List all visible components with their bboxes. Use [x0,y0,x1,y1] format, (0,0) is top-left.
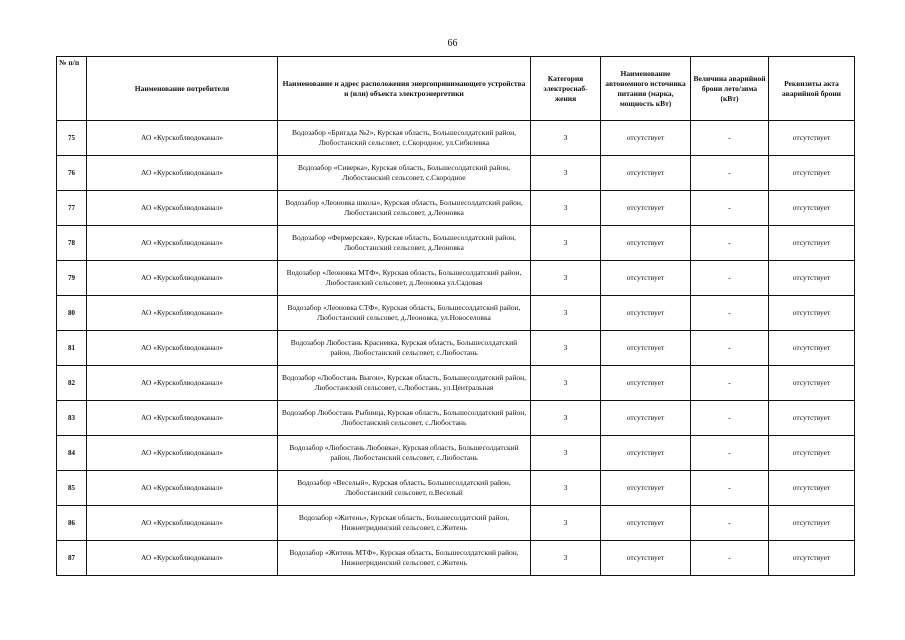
cell-act-details: отсутствует [769,296,855,331]
cell-act-details: отсутствует [769,506,855,541]
table-row [57,541,855,576]
cell-act-details: отсутствует [769,261,855,296]
table-body [57,121,855,576]
cell-consumer: АО «Курскоблводоканал» [87,331,278,366]
cell-address: Водозабор «Любостань Любовка», Курская область, Большесолдатский район, Любостанский сельсовет, с.Любостань [278,436,531,471]
cell-emergency-reserve: - [691,541,769,576]
cell-power-source: отсутствует [601,226,691,261]
cell-power-source: отсутствует [601,296,691,331]
cell-emergency-reserve: - [691,331,769,366]
cell-address: Водозабор «Житень МТФ», Курская область, Большесолдатский район, Нижнегридинский сельсовет, с.Житень [278,541,531,576]
cell-number: 87 [57,541,87,576]
cell-power-source: отсутствует [601,156,691,191]
table-row [57,261,855,296]
table-row [57,226,855,261]
cell-address: Водозабор «Веселый», Курская область, Большесолдатский район, Любостанский сельсовет, п.Веселый [278,471,531,506]
cell-act-details: отсутствует [769,191,855,226]
cell-category: 3 [531,471,601,506]
cell-number: 84 [57,436,87,471]
consumers-table [56,56,855,576]
cell-emergency-reserve: - [691,226,769,261]
cell-consumer: АО «Курскоблводоканал» [87,471,278,506]
cell-address: Водозабор «Фермерская», Курская область, Большесолдатский район, Любостанский сельсовет, д.Леоновка [278,226,531,261]
cell-power-source: отсутствует [601,261,691,296]
header-emergency-reserve: Величина аварийной брони лето/зима (кВт) [691,57,769,121]
header-address: Наименование и адрес расположения энергопринимающего устройства и (или) объекта электроэнергетики [278,57,531,121]
cell-consumer: АО «Курскоблводоканал» [87,296,278,331]
cell-category: 3 [531,296,601,331]
cell-power-source: отсутствует [601,506,691,541]
table-row [57,296,855,331]
cell-category: 3 [531,436,601,471]
cell-address: Водозабор «Любостань Выгон», Курская область, Большесолдатский район, Любостанский сельсовет, с.Любостань, ул.Центральная [278,366,531,401]
cell-emergency-reserve: - [691,261,769,296]
cell-power-source: отсутствует [601,471,691,506]
cell-category: 3 [531,366,601,401]
table-row [57,191,855,226]
table-row [57,436,855,471]
cell-power-source: отсутствует [601,121,691,156]
cell-emergency-reserve: - [691,366,769,401]
cell-address: Водозабор Любостань Красневка, Курская область, Большесолдатский район, Любостанский сельсовет, с.Любостань [278,331,531,366]
cell-consumer: АО «Курскоблводоканал» [87,541,278,576]
cell-consumer: АО «Курскоблводоканал» [87,191,278,226]
cell-category: 3 [531,226,601,261]
cell-power-source: отсутствует [601,541,691,576]
table-row [57,401,855,436]
cell-power-source: отсутствует [601,401,691,436]
cell-power-source: отсутствует [601,366,691,401]
cell-category: 3 [531,541,601,576]
cell-consumer: АО «Курскоблводоканал» [87,121,278,156]
cell-category: 3 [531,331,601,366]
cell-category: 3 [531,191,601,226]
cell-number: 81 [57,331,87,366]
cell-consumer: АО «Курскоблводоканал» [87,366,278,401]
cell-number: 79 [57,261,87,296]
cell-category: 3 [531,401,601,436]
cell-consumer: АО «Курскоблводоканал» [87,436,278,471]
cell-consumer: АО «Курскоблводоканал» [87,226,278,261]
cell-category: 3 [531,261,601,296]
header-power-source: Наименование автономного источника питания (марка, мощность кВт) [601,57,691,121]
cell-number: 76 [57,156,87,191]
cell-category: 3 [531,156,601,191]
table-row [57,331,855,366]
cell-number: 75 [57,121,87,156]
cell-number: 86 [57,506,87,541]
header-category: Категория электроснаб-жения [531,57,601,121]
table-row [57,471,855,506]
cell-address: Водозабор «Леоновка МТФ», Курская область, Большесолдатский район, Любостанский сельсовет, д.Леоновка ул.Садовая [278,261,531,296]
cell-emergency-reserve: - [691,506,769,541]
cell-act-details: отсутствует [769,436,855,471]
cell-power-source: отсутствует [601,331,691,366]
cell-address: Водозабор «Житень», Курская область, Большесолдатский район, Нижнегридинский сельсовет, с.Житень [278,506,531,541]
cell-emergency-reserve: - [691,436,769,471]
cell-address: Водозабор «Бригада №2», Курская область, Большесолдатский район, Любостанский сельсовет, с.Скородное, ул.Сибилевка [278,121,531,156]
cell-consumer: АО «Курскоблводоканал» [87,506,278,541]
cell-category: 3 [531,506,601,541]
cell-emergency-reserve: - [691,121,769,156]
cell-emergency-reserve: - [691,296,769,331]
cell-act-details: отсутствует [769,226,855,261]
header-consumer: Наименование потребителя [87,57,278,121]
cell-power-source: отсутствует [601,191,691,226]
cell-act-details: отсутствует [769,156,855,191]
cell-number: 83 [57,401,87,436]
cell-address: Водозабор «Сиверка», Курская область, Большесолдатский район, Любостанский сельсовет, с.Скородное [278,156,531,191]
table-row [57,156,855,191]
cell-number: 78 [57,226,87,261]
cell-address: Водозабор «Леоновка СТФ», Курская область, Большесолдатский район, Любостанский сельсовет, д.Леоновка, ул.Новоселовка [278,296,531,331]
cell-emergency-reserve: - [691,471,769,506]
cell-act-details: отсутствует [769,471,855,506]
cell-consumer: АО «Курскоблводоканал» [87,261,278,296]
cell-act-details: отсутствует [769,541,855,576]
cell-act-details: отсутствует [769,331,855,366]
cell-number: 82 [57,366,87,401]
cell-address: Водозабор Любостань Рыбница, Курская область, Большесолдатский район, Любостанский сельсовет, с.Любостань [278,401,531,436]
table-row [57,121,855,156]
table-row [57,366,855,401]
cell-emergency-reserve: - [691,191,769,226]
cell-emergency-reserve: - [691,156,769,191]
cell-act-details: отсутствует [769,121,855,156]
cell-number: 77 [57,191,87,226]
cell-number: 85 [57,471,87,506]
cell-emergency-reserve: - [691,401,769,436]
header-act-details: Реквизиты акта аварийной брони [769,57,855,121]
cell-act-details: отсутствует [769,401,855,436]
cell-number: 80 [57,296,87,331]
cell-consumer: АО «Курскоблводоканал» [87,156,278,191]
cell-power-source: отсутствует [601,436,691,471]
cell-category: 3 [531,121,601,156]
page-number: 66 [447,38,458,49]
cell-consumer: АО «Курскоблводоканал» [87,401,278,436]
table-header-row [57,57,855,121]
table-row [57,506,855,541]
cell-address: Водозабор «Леоновка школа», Курская область, Большесолдатский район, Любостанский сельсовет, д.Леоновка [278,191,531,226]
header-number: № п/п [57,57,87,121]
cell-act-details: отсутствует [769,366,855,401]
